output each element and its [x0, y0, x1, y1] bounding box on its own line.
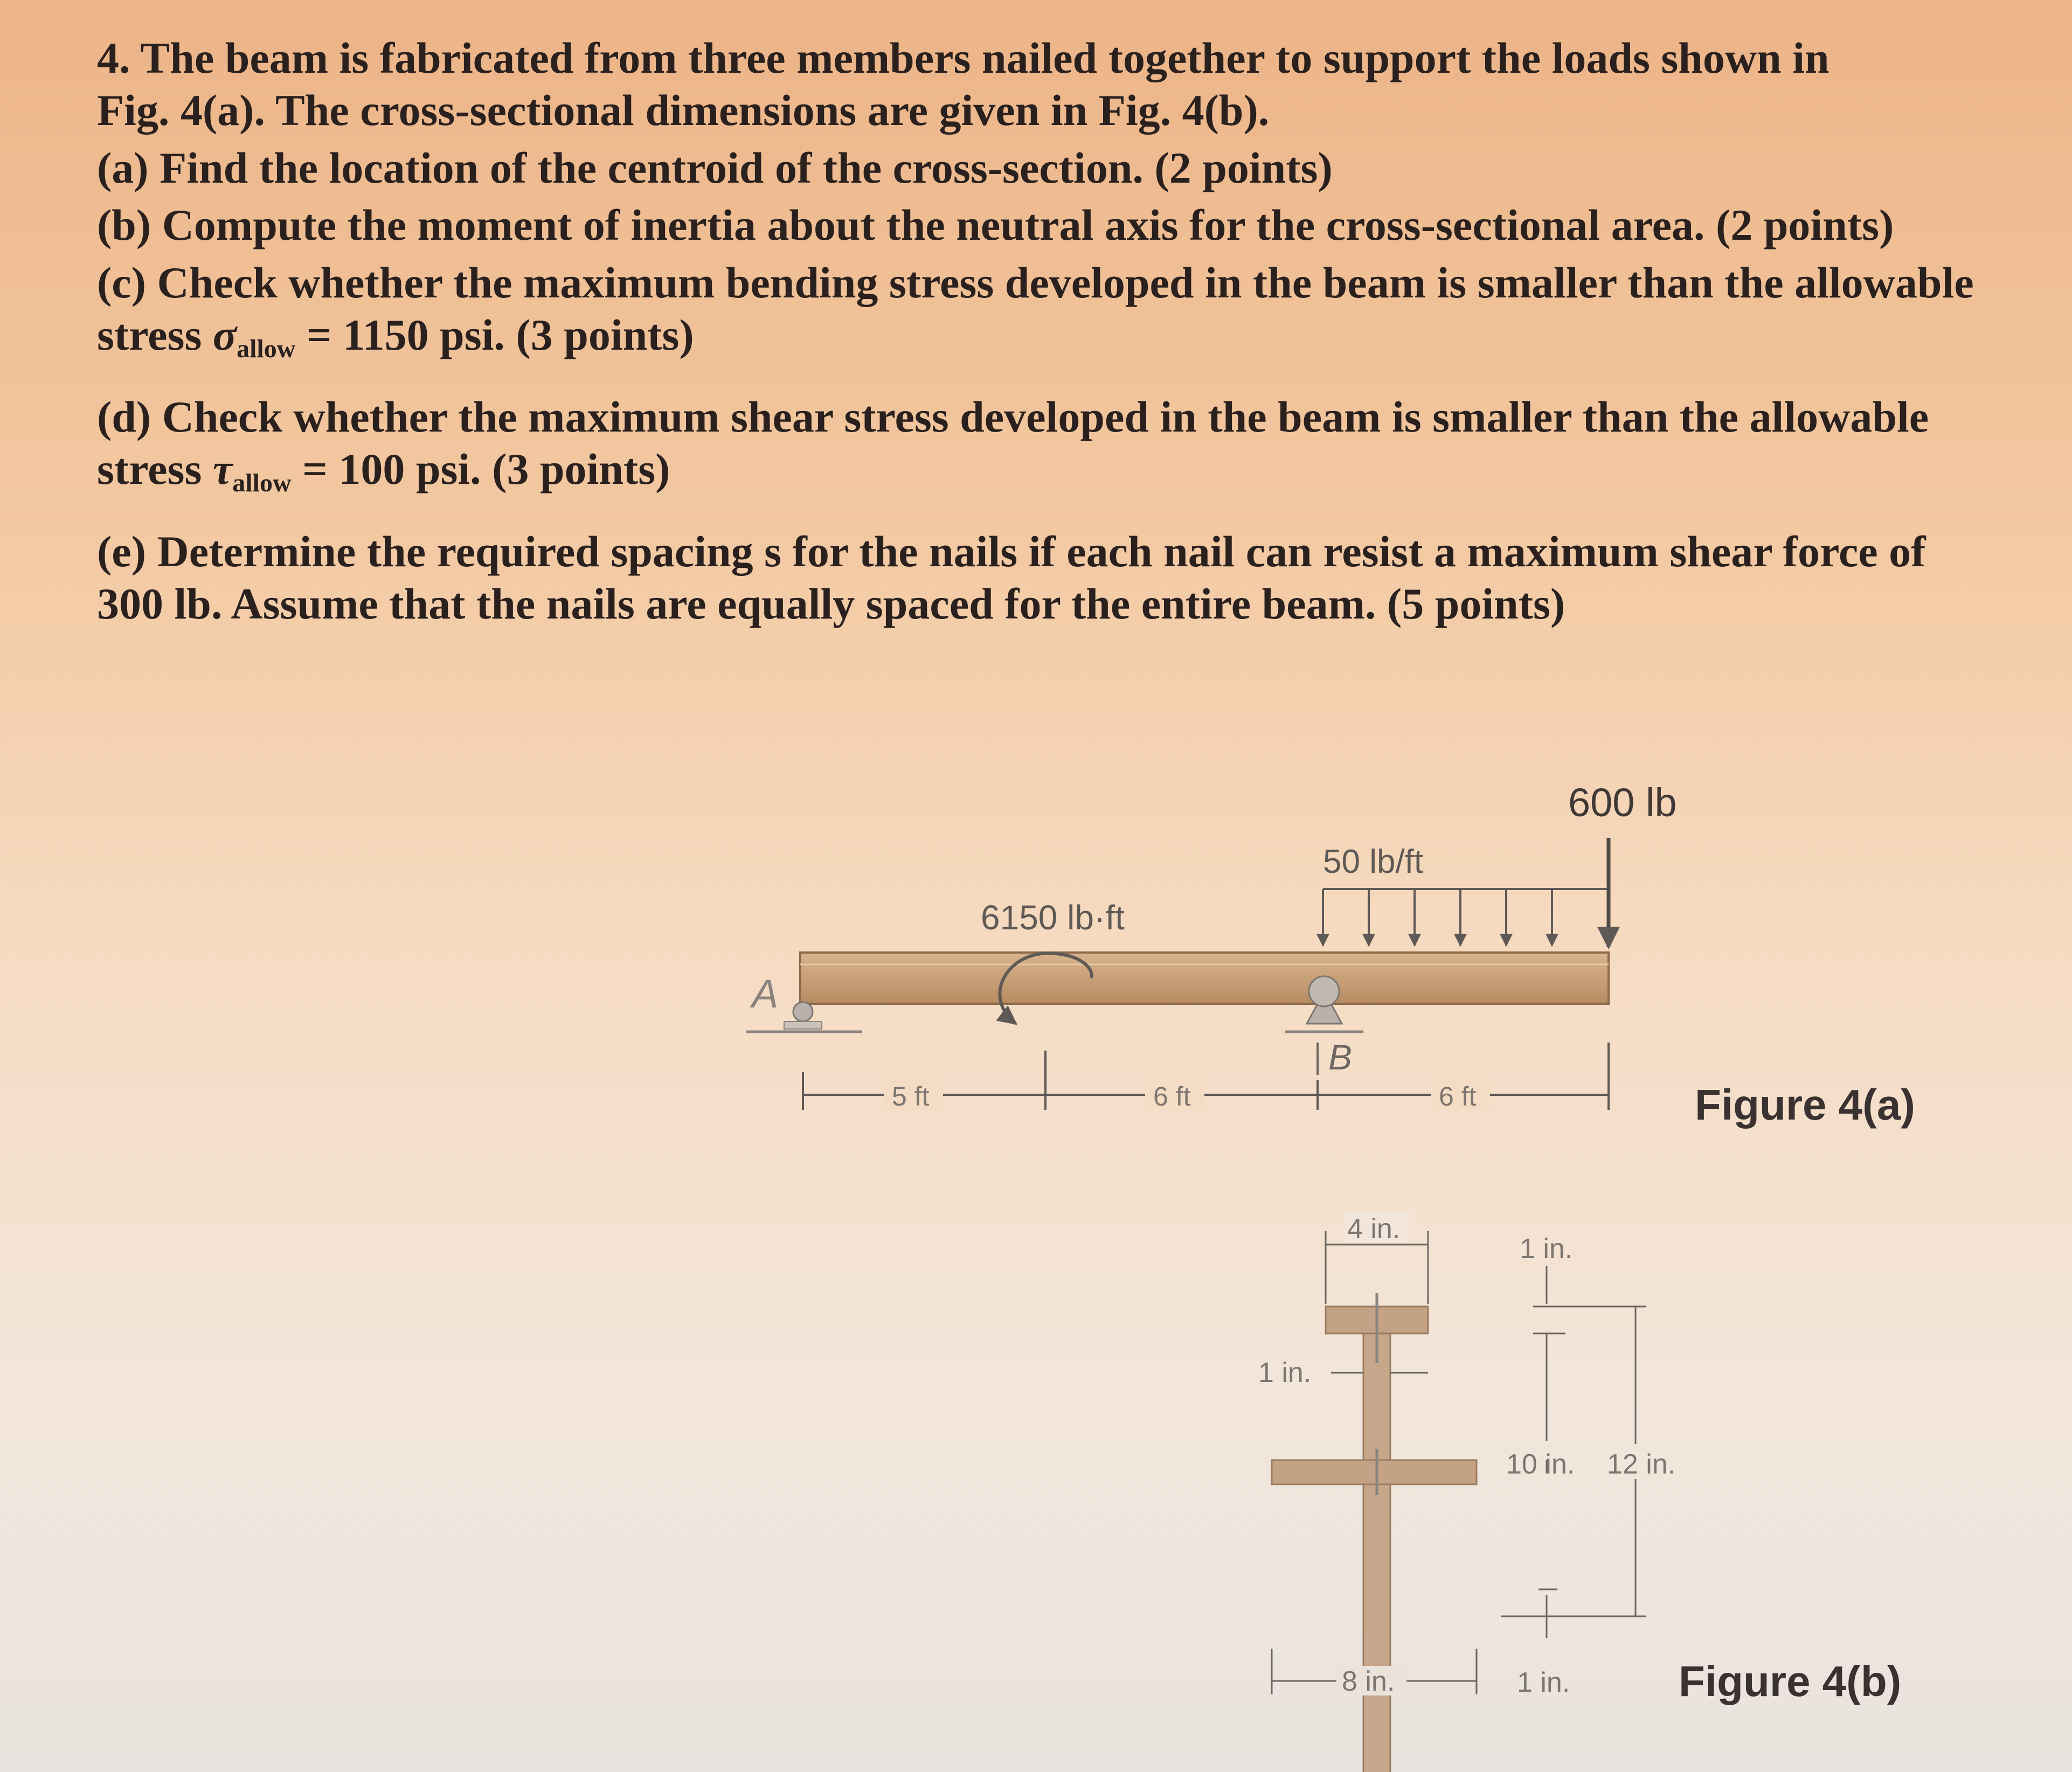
support-a-label: A: [752, 971, 779, 1016]
part-e-line-1: (e) Determine the required spacing s for the nails if each nail can resist a maximum shear force of: [97, 526, 1926, 576]
bottom-flange-width-label: 8 in.: [1342, 1666, 1395, 1697]
web-thickness-label: 1 in.: [1258, 1357, 1312, 1388]
span-3-label: 6 ft: [1439, 1081, 1477, 1111]
sigma-subscript: allow: [237, 334, 296, 363]
span-1-label: 5 ft: [892, 1081, 930, 1111]
bottom-flange: [1272, 1460, 1477, 1484]
part-e-line-2: 300 lb. Assume that the nails are equally spaced for the entire beam. (5 points): [97, 579, 1565, 628]
span-2-label: 6 ft: [1153, 1081, 1191, 1111]
part-d-line-2: = 100 psi. (3 points): [291, 444, 670, 494]
web: [1363, 1333, 1390, 1772]
distributed-load-arrows: [1323, 889, 1609, 946]
figure-4a: [746, 780, 1915, 1129]
part-c-line-2: = 1150 psi. (3 points): [295, 310, 694, 359]
part-c-line-1: (c) Check whether the maximum bending stress developed in the beam is smaller than the allowable: [97, 258, 1974, 307]
part-d-line-1: (d) Check whether the maximum shear stress developed in the beam is smaller than the allowable: [97, 392, 1929, 442]
total-height-label: 12 in.: [1607, 1449, 1676, 1480]
top-flange-thickness-label: 1 in.: [1520, 1233, 1573, 1264]
part-a: (a) Find the location of the centroid of the cross-section. (2 points): [97, 143, 1333, 192]
figure-4b-caption: Figure 4(b): [1679, 1657, 1902, 1705]
part-c-stress-label: stress: [97, 310, 213, 359]
part-b: (b) Compute the moment of inertia about the neutral axis for the cross-sectional area. (2 points): [97, 200, 1894, 250]
tau-subscript: allow: [232, 469, 292, 498]
bottom-flange-thickness-label: 1 in.: [1517, 1667, 1570, 1698]
beam: [800, 953, 1609, 1004]
intro-line-2: Fig. 4(a). The cross-sectional dimensions are given in Fig. 4(b).: [97, 85, 1270, 135]
top-flange-width-label: 4 in.: [1347, 1213, 1401, 1245]
point-load-label: 600 lb: [1568, 780, 1677, 825]
support-b-label: B: [1328, 1037, 1353, 1077]
web-height-label: 10 in.: [1506, 1449, 1575, 1480]
figure-4a-caption: Figure 4(a): [1695, 1081, 1915, 1129]
distributed-load-label: 50 lb/ft: [1323, 843, 1424, 880]
sigma-symbol: σ: [212, 310, 237, 359]
tau-symbol: τ: [212, 444, 233, 494]
figure-4b: [1258, 1212, 1901, 1772]
couple-moment-label: 6150 lb·ft: [981, 898, 1125, 937]
intro-line-1: 4. The beam is fabricated from three members nailed together to support the loads shown in: [97, 33, 1830, 82]
part-d-stress-label: stress: [97, 444, 213, 494]
